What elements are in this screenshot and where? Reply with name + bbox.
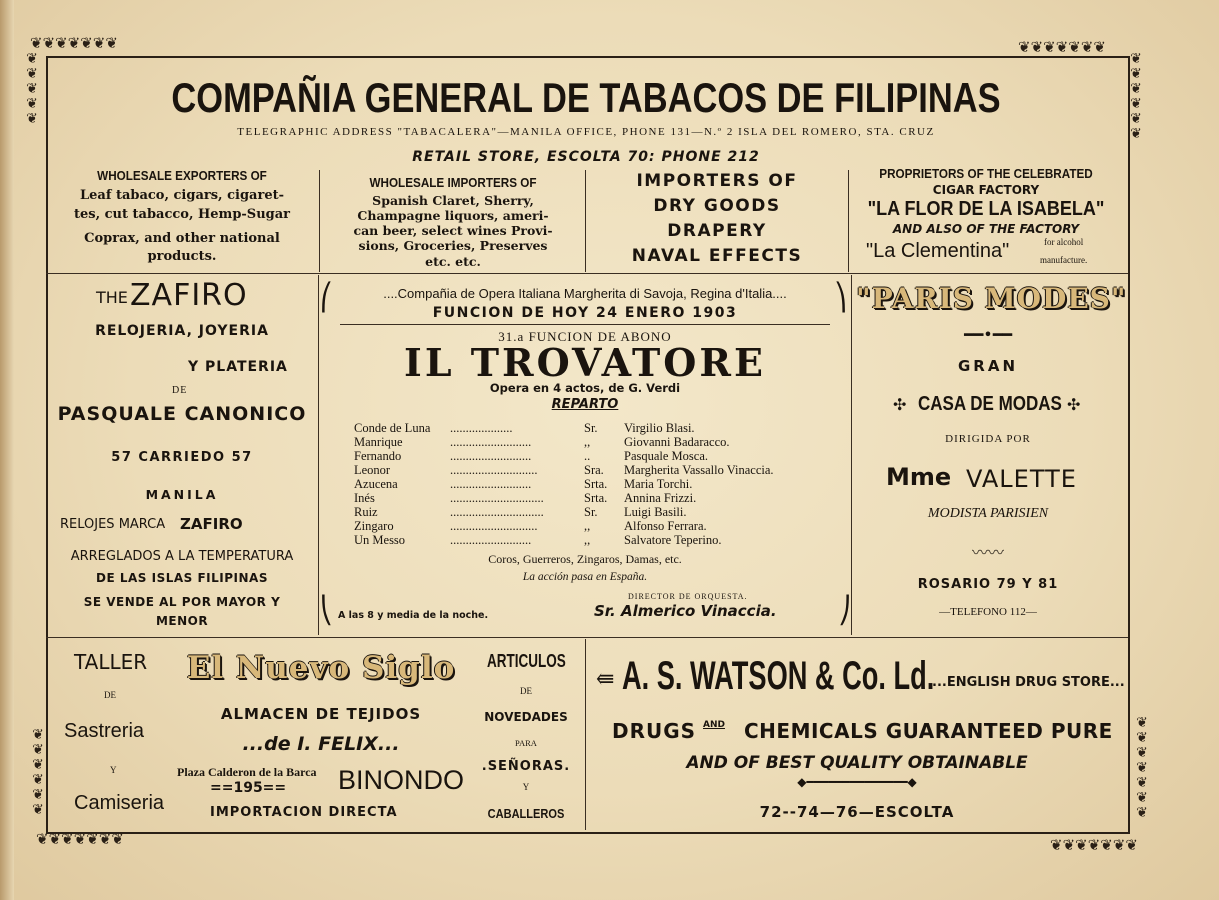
cast-leader: .......................... [450, 449, 532, 463]
importers-heading: WHOLESALE IMPORTERS OF [369, 175, 537, 190]
side-ornament-top-left: ❦ ❦ ❦ ❦ ❦ [26, 51, 38, 127]
opera-accion: La acción pasa en España. [522, 571, 648, 583]
cast-title: .. [584, 449, 591, 463]
side-ornament-bottom-right: ❦ ❦ ❦ ❦ ❦ ❦ ❦ [1136, 715, 1148, 821]
bracket-top-right-icon: ⎞ [834, 283, 847, 313]
importers-line-3: can beer, select wines Provi- [353, 223, 553, 238]
watson-and: AND [703, 720, 725, 730]
opera-rule [340, 324, 830, 325]
zafiro-line-1: RELOJERIA, JOYERIA [95, 323, 269, 339]
cast-title: ,, [584, 435, 591, 449]
opera-reparto: REPARTO [551, 397, 619, 412]
importers-line-4: sions, Groceries, Preserves [358, 238, 548, 253]
side-ornament-top-right: ❦ ❦ ❦ ❦ ❦ ❦ [1130, 51, 1142, 142]
fleur-left-icon: ✣ [893, 395, 907, 414]
cast-leader: .............................. [450, 491, 544, 505]
dry-goods-line-3: DRAPERY [667, 221, 767, 241]
importers-line-1: Spanish Claret, Sherry, [372, 193, 534, 208]
cast-role: Zingaro [354, 519, 394, 533]
corner-ornament-top-left: ❦❦❦❦❦❦❦ [30, 34, 118, 52]
zafiro-sale-1: SE VENDE AL POR MAYOR Y [83, 595, 281, 609]
siglo-almacen: ALMACEN DE TEJIDOS [220, 705, 422, 723]
opera-director: Sr. Almerico Vinaccia. [594, 602, 777, 620]
zafiro-adjust-2: DE LAS ISLAS FILIPINAS [96, 571, 268, 585]
cast-leader: ............................ [450, 519, 538, 533]
alcohol-note-1: for alcohol [1044, 237, 1084, 247]
page-edge-shadow [0, 0, 14, 900]
bottom-divider [585, 639, 586, 830]
middle-divider-left [318, 275, 319, 635]
exporters-line-1: Leaf tabaco, cigars, cigaret- [79, 188, 284, 203]
cast-leader: .............................. [450, 505, 544, 519]
middle-divider-right [851, 275, 852, 635]
paris-squiggle-icon: 〰〰 [971, 543, 1004, 562]
zafiro-line-2: Y PLATERIA [188, 359, 288, 375]
dry-goods-line-4: NAVAL EFFECTS [631, 246, 803, 266]
cast-title: ,, [584, 519, 591, 533]
opera-director-label: DIRECTOR DE ORQUESTA. [628, 592, 748, 601]
exporters-heading: WHOLESALE EXPORTERS OF [97, 168, 267, 183]
cast-name: Margherita Vassallo Vinaccia. [624, 463, 774, 477]
siglo-binondo: BINONDO [338, 765, 465, 795]
retail-store: RETAIL STORE, ESCOLTA 70: PHONE 212 [412, 149, 760, 165]
cast-role: Leonor [354, 463, 391, 477]
header-divider-1 [319, 170, 320, 272]
proprietors-heading: PROPRIETORS OF THE CELEBRATED [879, 166, 1093, 181]
zafiro-brand-prefix: RELOJES MARCA [60, 517, 166, 532]
exporters-line-3: Coprax, and other national [84, 231, 280, 246]
opera-company: ....Compañia de Opera Italiana Margherita di Savoja, Regina d'Italia.... [383, 286, 787, 301]
cast-role: Fernando [354, 449, 402, 463]
paris-valette: VALETTE [966, 465, 1077, 493]
opera-subtitle: Opera en 4 actos, de G. Verdi [489, 381, 681, 395]
corner-ornament-top-right: ❦❦❦❦❦❦❦ [1018, 38, 1106, 56]
cast-title: Sr. [584, 421, 598, 435]
paris-ornament-icon: ━━•━━ [964, 325, 1012, 344]
cast-title: Sr. [584, 505, 598, 519]
watson-address: 72--74—76—ESCOLTA [759, 803, 955, 821]
cast-role: Ruiz [354, 505, 378, 519]
cast-leader: .......................... [450, 435, 532, 449]
cast-name: Alfonso Ferrara. [624, 519, 707, 533]
zafiro-sale-2: MENOR [155, 614, 209, 628]
cigar-factory: CIGAR FACTORY [932, 183, 1040, 197]
middle-bottom-rule [46, 637, 1128, 638]
cast-name: Giovanni Badaracco. [624, 435, 730, 449]
paris-gran: GRAN [957, 357, 1019, 375]
importers-line-2: Champagne liquors, ameri- [357, 208, 549, 223]
la-clementina: "La Clementina" [866, 240, 1010, 262]
zafiro-address: 57 CARRIEDO 57 [111, 450, 253, 465]
cast-name: Luigi Basili. [624, 505, 687, 519]
dry-goods-line-2: DRY GOODS [653, 196, 781, 216]
siglo-y-2: Y [522, 782, 530, 792]
cast-name: Virgilio Blasi. [624, 421, 695, 435]
dry-goods-line-1: IMPORTERS OF [636, 171, 798, 191]
siglo-caballeros: CABALLEROS [487, 806, 565, 821]
zafiro-brand: ZAFIRO [180, 515, 243, 533]
siglo-senoras: .SEÑORAS. [481, 759, 571, 774]
siglo-sastreria: Sastreria [64, 720, 145, 742]
siglo-y: Y [110, 765, 117, 775]
watson-name: A. S. WATSON & Co. Ld. [622, 654, 935, 698]
cast-title: Srta. [584, 491, 608, 505]
siglo-articulos: ARTICULOS [487, 651, 566, 671]
cast-title: ,, [584, 533, 591, 547]
header-divider-3 [848, 170, 849, 272]
paris-mme: Mme [886, 463, 952, 491]
zafiro-name: ZAFIRO [130, 278, 248, 313]
opera-coros: Coros, Guerreros, Zingaros, Damas, etc. [488, 552, 682, 566]
siglo-novedades: NOVEDADES [484, 710, 568, 724]
cast-role: Azucena [354, 477, 398, 491]
telegraph-address: TELEGRAPHIC ADDRESS "TABACALERA"—MANILA OFFICE, PHONE 131—N.º 2 ISLA DEL ROMERO, STA. CRUZ [237, 126, 935, 138]
siglo-para: PARA [515, 738, 537, 748]
exporters-line-2: tes, cut tabacco, Hemp-Sugar [73, 207, 291, 222]
paris-dirigida: DIRIGIDA POR [945, 433, 1031, 445]
paris-modes-title: "PARIS MODES" [856, 282, 1127, 315]
watson-ornament-icon: ◆━━━━━━━━━━━━━━◆ [797, 775, 917, 789]
cast-title: Sra. [584, 463, 604, 477]
cast-name: Pasquale Mosca. [624, 449, 709, 463]
bracket-top-left-icon: ⎛ [320, 283, 333, 313]
siglo-number: ==195== [210, 780, 287, 796]
paris-casa: CASA DE MODAS [918, 393, 1062, 415]
cast-title: Srta. [584, 477, 608, 491]
watson-english: ...ENGLISH DRUG STORE... [932, 675, 1125, 690]
siglo-camiseria: Camiseria [74, 792, 165, 814]
cast-leader: .......................... [450, 533, 532, 547]
company-title: COMPAÑIA GENERAL DE TABACOS DE FILIPINAS [171, 74, 1001, 121]
watson-quality: AND OF BEST QUALITY OBTAINABLE [686, 753, 1028, 773]
cast-leader: .......................... [450, 477, 532, 491]
opera-date: FUNCION DE HOY 24 ENERO 1903 [432, 305, 738, 321]
cast-role: Inés [354, 491, 375, 505]
importers-line-5: etc. etc. [425, 254, 481, 269]
paris-telefono: —TELEFONO 112— [939, 606, 1037, 618]
zafiro-adjust-1: ARREGLADOS A LA TEMPERATURA [70, 549, 294, 564]
exporters-line-4: products. [147, 249, 217, 264]
bracket-bottom-left-icon: ⎝ [320, 596, 333, 626]
cast-name: Salvatore Teperino. [624, 533, 722, 547]
alcohol-note-2: manufacture. [1040, 255, 1088, 265]
watson-arrow-icon: ⇚ [596, 667, 615, 692]
cast-leader: .................... [450, 421, 513, 435]
corner-ornament-bottom-right: ❦❦❦❦❦❦❦ [1050, 836, 1138, 854]
zafiro-de: DE [172, 385, 188, 396]
zafiro-the: THE [96, 288, 128, 307]
siglo-importacion: IMPORTACION DIRECTA [210, 805, 398, 820]
watson-drugs: DRUGS [612, 719, 697, 743]
fleur-right-icon: ✣ [1067, 395, 1081, 414]
header-bottom-rule [46, 273, 1128, 274]
opera-hora: A las 8 y media de la noche. [338, 610, 489, 621]
siglo-de: DE [104, 690, 116, 700]
bracket-bottom-right-icon: ⎠ [838, 596, 851, 626]
siglo-felix: ...de I. FELIX... [242, 733, 400, 755]
zafiro-city: MANILA [145, 487, 219, 502]
cast-role: Conde de Luna [354, 421, 431, 435]
opera-abono: 31.a FUNCION DE ABONO [498, 329, 672, 344]
siglo-name: El Nuevo Siglo [186, 650, 456, 686]
zafiro-owner: PASQUALE CANONICO [57, 403, 307, 425]
la-flor-de-la-isabela: "LA FLOR DE LA ISABELA" [867, 198, 1105, 220]
paris-modista: MODISTA PARISIEN [927, 506, 1049, 521]
cast-role: Manrique [354, 435, 403, 449]
cast-leader: ............................ [450, 463, 538, 477]
siglo-taller: TALLER [74, 650, 148, 674]
side-ornament-bottom-left: ❦ ❦ ❦ ❦ ❦ ❦ [32, 727, 44, 818]
header-divider-2 [585, 170, 586, 272]
siglo-de-2: DE [520, 686, 532, 696]
cast-role: Un Messo [354, 533, 406, 547]
opera-title: IL TROVATORE [404, 340, 766, 385]
cast-name: Annina Frizzi. [624, 491, 697, 505]
cast-name: Maria Torchi. [624, 477, 693, 491]
also-factory: AND ALSO OF THE FACTORY [892, 222, 1080, 236]
paris-address: ROSARIO 79 Y 81 [917, 577, 1059, 592]
watson-chemicals: CHEMICALS GUARANTEED PURE [744, 719, 1113, 743]
corner-ornament-bottom-left: ❦❦❦❦❦❦❦ [36, 830, 124, 848]
siglo-plaza: Plaza Calderon de la Barca [177, 765, 317, 779]
